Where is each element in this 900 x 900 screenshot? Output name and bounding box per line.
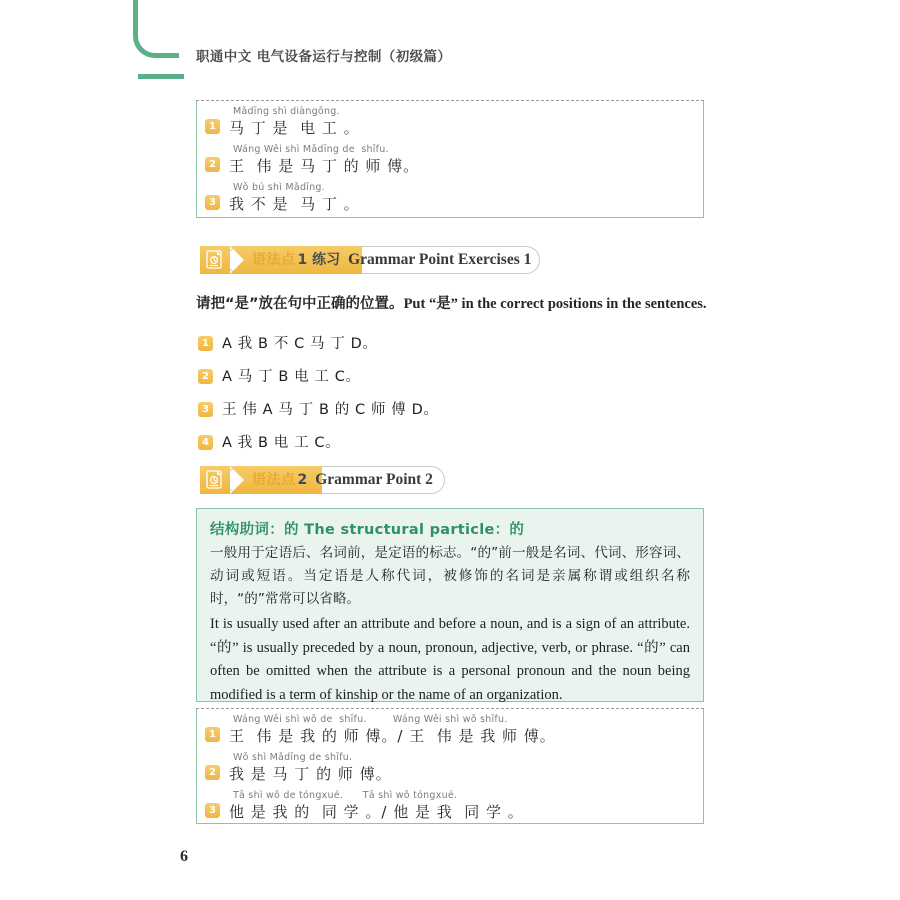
heading-cn-label: 语法点 — [252, 252, 296, 268]
heading-cn-number: 1 练习 — [297, 252, 341, 268]
item-number-badge: 2 — [205, 765, 220, 780]
page-title: 职通中文 电气设备运行与控制（初级篇） — [196, 49, 452, 65]
example-row — [197, 182, 703, 214]
section-heading-exercises-1 — [200, 246, 540, 274]
exercise-text: A 我 B 电 工 C。 — [222, 435, 341, 451]
instruction-cn: 请把“是”放在句中正确的位置。 — [196, 296, 404, 312]
exercise-text: A 我 B 不 C 马 丁 D。 — [222, 336, 378, 352]
exercise-item — [196, 330, 596, 363]
hanzi-line: 我 是 马 丁 的 师 傅。 — [229, 765, 392, 783]
grammar-box-en-text: It is usually used after an attribute and before a noun, and is a sign of an attribute. “的” is usually preceded by a noun, pronoun, adjective, verb, or phrase. “的” can often be omitted when the attribute is a personal pronoun and the noun being modified is a term of kinship or the name of an organization. — [210, 616, 690, 703]
page-header — [0, 0, 900, 90]
pinyin-line: Tā shì wǒ de tóngxué. Tā shì wǒ tóngxué. — [233, 790, 458, 801]
pinyin-line: Mǎdīng shì diàngōng. — [233, 106, 340, 117]
heading-cn-label: 语法点 — [252, 472, 296, 488]
grammar-explanation-box — [196, 508, 704, 702]
exercise-list — [196, 330, 596, 462]
item-number-badge: 2 — [205, 157, 220, 172]
hanzi-line: 马 丁 是 电 工 。 — [229, 119, 360, 137]
header-rule-tail — [138, 74, 184, 79]
item-number-badge: 3 — [198, 402, 213, 417]
exercise-item — [196, 429, 596, 462]
exercise-text: A 马 丁 B 电 工 C。 — [222, 369, 361, 385]
heading-en-label: Grammar Point Exercises 1 — [348, 251, 532, 268]
example-row — [197, 144, 703, 176]
exercise-item — [196, 396, 596, 429]
hanzi-line: 王 伟 是 马 丁 的 师 傅。 — [229, 157, 420, 175]
hanzi-line: 我 不 是 马 丁 。 — [229, 195, 360, 213]
grammar-box-title: 结构助词：的 The structural particle：的 — [210, 522, 525, 538]
section-heading-grammar-2 — [200, 466, 445, 494]
example-row — [197, 752, 703, 784]
heading-cn-number: 2 — [297, 472, 308, 488]
example-row — [197, 714, 703, 746]
example-row — [197, 106, 703, 138]
item-number-badge: 2 — [198, 369, 213, 384]
heading-en-label: Grammar Point 2 — [315, 471, 433, 488]
hanzi-line: 他 是 我 的 同 学 。/ 他 是 我 同 学 。 — [229, 803, 524, 821]
grammar-box-cn-text: 一般用于定语后、名词前，是定语的标志。“的”前一般是名词、代词、形容词、动词或短语。当定语是人称代词，被修饰的名词是亲属称谓或组织名称时，“的”常常可以省略。 — [210, 545, 690, 607]
document-exercise-icon — [200, 246, 230, 274]
item-number-badge: 1 — [198, 336, 213, 351]
pinyin-line: Wǒ bú shì Mǎdīng. — [233, 182, 325, 193]
item-number-badge: 1 — [205, 727, 220, 742]
example-box-1 — [196, 100, 704, 218]
instruction-en: Put “是” in the correct positions in the sentences. — [403, 296, 707, 312]
item-number-badge: 3 — [205, 803, 220, 818]
item-number-badge: 4 — [198, 435, 213, 450]
example-box-2 — [196, 708, 704, 824]
pinyin-line: Wáng Wěi shì wǒ de shīfu. Wáng Wěi shì wǒ shīfu. — [233, 714, 508, 725]
header-corner-rule — [133, 0, 179, 58]
document-exercise-icon — [200, 466, 230, 494]
pinyin-line: Wǒ shì Mǎdīng de shīfu. — [233, 752, 353, 763]
item-number-badge: 3 — [205, 195, 220, 210]
exercise-item — [196, 363, 596, 396]
exercise-text: 王 伟 A 马 丁 B 的 C 师 傅 D。 — [222, 402, 439, 418]
page-number: 6 — [180, 848, 188, 865]
example-row — [197, 790, 703, 822]
item-number-badge: 1 — [205, 119, 220, 134]
hanzi-line: 王 伟 是 我 的 师 傅。/ 王 伟 是 我 师 傅。 — [229, 727, 556, 745]
instruction-line — [196, 292, 716, 313]
pinyin-line: Wáng Wěi shì Mǎdīng de shīfu. — [233, 144, 389, 155]
